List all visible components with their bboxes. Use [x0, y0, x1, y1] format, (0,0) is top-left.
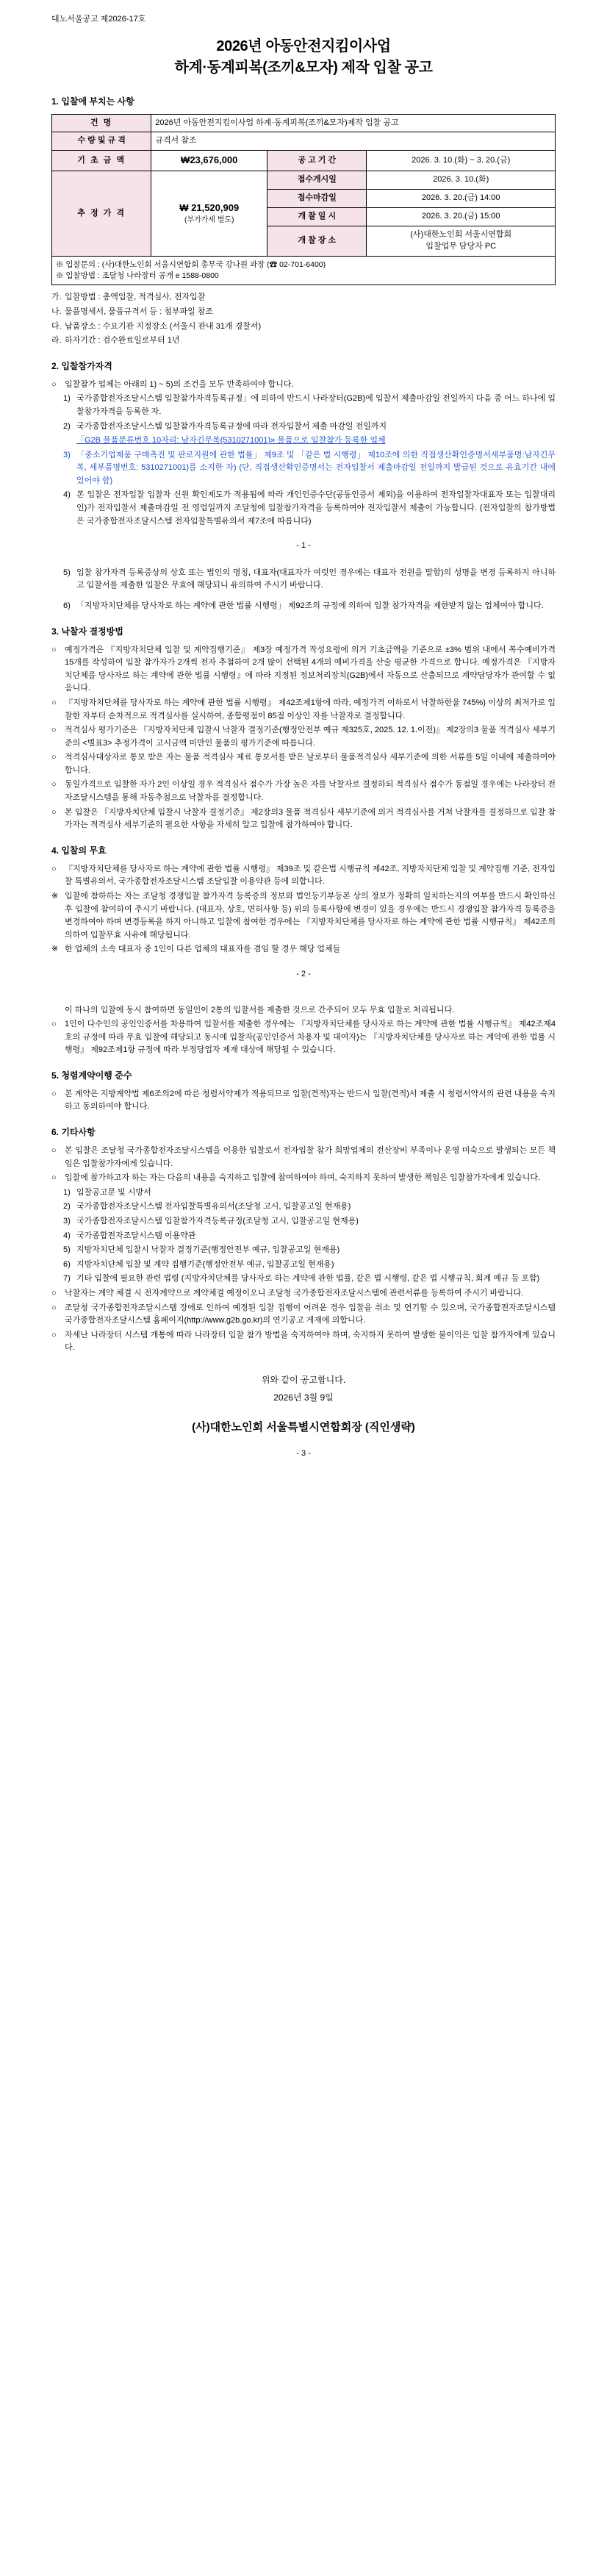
list-marker: ○ [51, 807, 57, 817]
list-item [51, 321, 556, 334]
list-text: 하자기간 : 검수완료일로부터 1년 [65, 336, 180, 346]
list-text: 낙찰자는 계약 체결 시 전자계약으로 계약체결 예정이오니 조달청 국가종합전자조달시스템에 관련서류를 등록하여 주시기 바랍니다. [65, 1289, 524, 1298]
list-text: 국가종합전자조달시스템 이용약관 [76, 1231, 196, 1240]
section-2-list [51, 379, 556, 529]
list-text: 국가종합전자조달시스템 입찰참가자격등록규정에 따라 전자입찰서 제출 마감일 전일까지 [76, 421, 387, 431]
list-item [51, 863, 556, 889]
list-text: 납품장소 : 수요기관 지정장소 (서울시 관내 31개 경찰서) [65, 321, 262, 331]
bid-open-datetime-label: 개 찰 일 시 [267, 208, 367, 226]
list-text: 기타 입찰에 필요한 관련 법령 (지방자치단체를 당사자로 하는 계약에 관한 법률, 같은 법 시행령, 같은 법 시행규칙, 회계 예규 등 포함) [76, 1274, 540, 1284]
list-item [51, 1018, 556, 1057]
list-text: 한 업체의 소속 대표자 중 1인이 다른 업체의 대표자를 겸임 할 경우 해당 업체들 [65, 945, 341, 954]
list-marker: ○ [51, 1173, 57, 1183]
table-row [52, 171, 556, 190]
list-marker: ○ [51, 698, 57, 707]
section-5-heading: 5. 청렴계약이행 준수 [51, 1070, 132, 1081]
page-number-3: - 3 - [296, 1449, 311, 1459]
list-marker: ○ [51, 726, 57, 735]
list-item [51, 291, 556, 304]
section-1-heading: 1. 입찰에 부치는 사항 [51, 96, 134, 107]
list-item [51, 1172, 556, 1185]
list-marker: ○ [51, 1146, 57, 1156]
list-text: 입찰방법 : 총액입찰, 적격심사, 전자입찰 [65, 293, 206, 302]
notice-period-value: 2026. 3. 10.(화) ~ 3. 20.(금) [367, 151, 556, 171]
list-marker: ○ [51, 864, 57, 873]
list-text: 입찰에 참가하고자 하는 자는 다음의 내용을 숙지하고 입찰에 참여하여야 하며, 숙지하지 못하여 발생한 책임은 입찰참가자에게 있습니다. [65, 1173, 541, 1183]
list-marker: 1) [63, 394, 71, 404]
page-title [51, 36, 556, 79]
item-name-value: 2026년 아동안전지킴이사업 하계·동계피복(조끼&모자)제작 입찰 공고 [151, 114, 556, 132]
table-row [52, 114, 556, 132]
list-item [51, 1287, 556, 1300]
list-text: 「중소기업제품 구매촉진 및 판로지원에 관한 법률」 제9조 및 「같은 법 시행령」 제10조에 의한 직접생산확인증명서세부품명:남자긴무복, 세부품명번호: 5310271001)를 소지한 자) (단, 직접생산확인증명서는 전자입찰서 제출마감일 전일까지 발급된 것으로 유효기간 내에 있어야 함) [76, 450, 556, 485]
list-item [51, 334, 556, 348]
list-item [51, 600, 556, 613]
list-item [51, 1088, 556, 1114]
estimated-price-amount: ₩ 21,520,909 [179, 201, 240, 213]
section-4-list [51, 863, 556, 956]
list-item [51, 724, 556, 750]
list-marker: 가. [51, 293, 62, 302]
list-marker: 4) [63, 490, 71, 500]
section-4b-list [51, 1004, 556, 1057]
list-text: 지방자치단체 입찰시 낙찰자 결정기준(행정안전부 예규, 입찰공고일 현재용) [76, 1245, 340, 1255]
list-text: 입찰참가 업체는 아래의 1) ~ 5)의 조건을 모두 만족하여야 합니다. [65, 379, 294, 389]
page-number-1: - 1 - [296, 541, 311, 551]
list-item [51, 1329, 556, 1355]
list-marker: 3) [63, 450, 71, 459]
list-text: 적격심사 평가기준은 『지방자치단체 입찰시 낙찰자 결정기준(행정안전부 예규 제325호, 2025. 12. 1.이전)』 제2장의3 물품 적격심사 세부기준의 <별표3> 추정가격이 고시금액 미만인 물품의 평가기준에 따릅니다. [65, 726, 556, 748]
list-item [51, 1215, 556, 1228]
section-3-heading: 3. 낙찰자 결정방법 [51, 626, 123, 637]
list-marker: 나. [51, 307, 62, 316]
list-item [51, 890, 556, 942]
bid-open-place-line-1: (사)대한노인회 서울시연합회 [410, 230, 512, 240]
list-marker: 5) [63, 568, 71, 577]
list-item [51, 567, 556, 593]
contact-cell [52, 256, 556, 285]
list-item [51, 489, 556, 528]
list-text: 국가종합전자조달시스템 전자입찰특별유의서(조달청 고시, 입찰공고일 현재용) [76, 1202, 351, 1212]
submission-close-label: 접수마감일 [267, 190, 367, 208]
section-5-list [51, 1088, 556, 1114]
list-marker: 6) [63, 1259, 71, 1269]
list-item [51, 393, 556, 418]
list-marker: ○ [51, 1330, 57, 1339]
title-line-2: 하계·동계피복(조끼&모자) 제작 입찰 공고 [174, 59, 433, 76]
list-text: 국가종합전자조달시스템 입찰참가자격등록규정(조달청 고시, 입찰공고일 현재용) [76, 1217, 359, 1226]
list-item [51, 697, 556, 723]
list-marker: ○ [51, 1289, 57, 1298]
list-text: 본 입찰은 전자입찰 입찰자 신원 확인제도가 적용됨에 따라 개인인증수단(공동인증서 제외)을 이용하여 전자입찰자대표자 또는 입찰대리인)가 전자입찰서 제출마감일 전 영업일까지 조달청에 입찰참가자격을 등록하여야 전자입찰서 제출이 가능합니다. (전자입찰의 참가방법은 국가종합전자조달시스템 전자입찰특별유의서 제7조에 따릅니다) [76, 490, 556, 526]
table-row [52, 132, 556, 151]
list-item [51, 1244, 556, 1257]
g2b-class-code-note: 「G2B 물품분류번호 10자리: 남자긴무복(5310271001)» 물품으로 입찰참가 등록한 업체 [76, 436, 386, 446]
list-item [51, 306, 556, 319]
list-text: 조달청 국가종합전자조달시스템 장애로 인하여 예정된 입찰 집행이 어려운 경우 입찰을 취소 및 연기할 수 있으며, 국가종합전자조달시스템 국가종합전자조달시스템 홈페이지(http://www.g2b.go.kr)의 연기공고 게재에 의합니다. [65, 1303, 556, 1325]
list-text: 입찰 참가자격 등록증상의 상호 또는 법인의 명칭, 대표자(대표자가 여럿인 경우에는 대표자 전원을 말함)의 성명을 변경 등록하지 아니하고 입찰서를 제출한 입찰은 무효에 해당되니 유의하여 주시기 바랍니다. [76, 568, 556, 590]
list-marker: ○ [51, 1020, 57, 1029]
notice-period-label: 공 고 기 간 [267, 151, 367, 171]
estimated-price-value [151, 171, 267, 257]
bid-open-datetime-value: 2026. 3. 20.(금) 15:00 [367, 208, 556, 226]
list-marker: ○ [51, 780, 57, 790]
bid-info-table [51, 114, 556, 286]
bid-open-place-value [367, 226, 556, 257]
list-item [51, 644, 556, 695]
list-marker: 6) [63, 601, 71, 610]
closing-block [51, 1371, 556, 1406]
list-text: 본 입찰은 『지방자치단체 입찰시 낙찰자 결정기준』 제2장의3 물품 적격심사 세부기준에 의거 적격심사를 거쳐 낙찰자를 결정하므로 입찰 참가자는 적격심사 세부기준의 필요한 사항을 자세히 알고 입찰에 참가하여야 합니다. [65, 807, 556, 830]
list-item [51, 1259, 556, 1272]
list-item [51, 779, 556, 804]
continued-paragraph: 이 하나의 입찰에 동시 참여하면 동일인이 2통의 입찰서를 제출한 것으로 간주되어 모두 무효 입찰로 처리됩니다. [65, 1005, 455, 1015]
list-text: 본 계약은 지방계약법 제6조의2에 따른 청렴서약제가 적용되므로 입찰(견적)자는 반드시 입찰(견적)서 제출 시 청렴서약서의 관련 내용을 숙지하고 동의하여야 합니다. [65, 1089, 556, 1112]
list-item [51, 421, 556, 434]
list-text: 「지방자치단체를 당사자로 하는 계약에 관한 법률 시행령」 제92조의 규정에 의하여 입찰 참가자격을 제한받지 않는 업체여야 합니다. [76, 601, 544, 610]
list-item [51, 1187, 556, 1200]
table-row [52, 151, 556, 171]
list-text: 국가종합전자조달시스템 입찰참가자격등록규정」에 의하여 반드시 나라장터(G2B)에 입찰서 제출마감일 전일까지 다음 중 어느 하나에 입찰참가자격을 등록한 자. [76, 394, 556, 416]
page-number-2: - 2 - [296, 970, 311, 978]
list-marker: ※ [51, 892, 59, 901]
closing-date: 2026년 3월 9일 [273, 1392, 334, 1403]
list-text: 본 입찰은 조달청 국가종합전자조달시스템을 이용한 입찰로서 전자입찰 참가 희망업체의 전산장비 부족이나 운영 미숙으로 발생되는 모든 책임은 입찰참가자에게 있습니다. [65, 1146, 556, 1168]
list-item [51, 1273, 556, 1286]
closing-statement: 위와 같이 공고합니다. [261, 1374, 346, 1385]
section-6-list [51, 1145, 556, 1355]
base-amount-value: ₩23,676,000 [151, 151, 267, 171]
section-3-list [51, 644, 556, 832]
list-text: 자세난 나라장터 시스템 개통에 따라 나라장터 입찰 참가 방법을 숙지하여야 하며, 숙지하지 못하여 발생한 불이익은 입찰 참가자에게 있습니다. [65, 1330, 556, 1353]
quantity-spec-label: 수 량 및 규 격 [52, 132, 151, 151]
section-2b-list [51, 567, 556, 613]
list-marker: 2) [63, 421, 71, 431]
quantity-spec-value: 규격서 참조 [151, 132, 556, 151]
list-marker: 라. [51, 336, 62, 346]
list-item [51, 1302, 556, 1328]
list-text: 입찰에 참하하는 자는 조달청 경쟁입찰 참가자격 등록증의 정보와 법인등기부등본 상의 정보가 정확히 일치하는지의 여부를 반드시 확인하신 후 입찰에 참여하여 주시기 바랍니다. (대표자, 상호, 면허사항 등) 위의 등록사항에 변경이 있을 경우에는 반드시 경쟁입찰 참가자격 등록증을 변경하여야 하며 변경등록을 하지 아니하고 입찰에 참여한 경우에는 『지방자치단체를 당사자로 하는 계약에 관한 법률 시행규칙』 제42조의 의하여 입찰무효 사유에 해당됩니다. [65, 892, 556, 940]
list-text: 동일가격으로 입찰한 자가 2인 이상일 경우 적격심사 점수가 가장 높은 자를 낙찰자로 결정하되 적격심사 점수가 동점일 경우에는 나라장터 전자조달시스템을 통해 자동추첨으로 낙찰자를 결정합니다. [65, 780, 556, 803]
list-marker: ○ [51, 1089, 57, 1098]
list-marker: 2) [63, 1202, 71, 1212]
list-marker: ○ [51, 379, 57, 389]
list-marker: 7) [63, 1274, 71, 1284]
list-item [51, 1230, 556, 1243]
section-1-list [51, 291, 556, 347]
list-marker: ○ [51, 645, 57, 654]
list-item [51, 943, 556, 956]
bid-open-place-label: 개 찰 장 소 [267, 226, 367, 257]
list-text: 적격심사대상자로 통보 받은 자는 물품 적격심사 제료 통보서를 받은 날로부터 물품적격심사 세부기준에 의한 서류를 5일 이내에 제출하여야 합니다. [65, 753, 556, 775]
list-text: 예정가격은 『지방자치단체 입찰 및 계약집행기준』 제3장 예정가격 작성요령에 의거 기초금액을 기준으로 ±3% 범위 내에서 복수예비가격 15개를 작성하여 입찰 참가자가 2개씩 전자 추첨하여 2개 많이 선택된 4개의 예비가격을 산술 평균한 가격으로 합니다. 예정가격은 『지방자치단체를 당사자로 하는 계약에 관한 법률 시행령』에 따라 지정된 정보처리장치(G2B)에서 자동으로 산출되므로 계약담당자가 관여할 수 없음니다. [65, 645, 556, 693]
list-item [51, 1201, 556, 1214]
bid-inquiry-line: ※ 입찰문의 : (사)대한노인회 서울시연합회 총무국 강나원 과장 (☎ 02-701-6400) [56, 260, 326, 269]
list-text: 지방자치단체 입찰 및 계약 집행기준(행정안전부 예규, 입찰공고일 현재용) [76, 1259, 334, 1269]
list-marker: ○ [51, 753, 57, 762]
list-marker: ○ [51, 1303, 57, 1312]
list-marker: 1) [63, 1187, 71, 1197]
list-text: 물품명세서, 물품규격서 등 : 첨부파일 참조 [65, 307, 214, 316]
list-text: 『지방자치단체를 당사자로 하는 계약에 관한 법률 시행령』 제39조 및 같은법 시행규칙 제42조, 지방자치단체 입찰 및 계약집행 기준, 전자입찰 특별유의서, 국가종합전자조달시스템 조달입찰 이용약관 등에 의합니다. [65, 864, 556, 887]
bid-open-place-line-2: 입찰업무 담당자 PC [425, 241, 497, 251]
list-item [51, 379, 556, 392]
title-line-1: 2026년 아동안전지킴이사업 [216, 37, 391, 54]
bid-method-line: ※ 입찰방법 : 조달청 나라장터 공개 e 1588-0800 [56, 271, 219, 281]
submission-start-value: 2026. 3. 10.(화) [367, 171, 556, 190]
document-number: 대노서울공고 제2026-17호 [51, 15, 146, 24]
list-text: 『지방자치단체를 당사자로 하는 계약에 관한 법률 시행령』 제42조제1항에 따라, 예정가격 이하로서 낙찰하한율 745%) 이상의 최저가로 입찰한 자부터 순차적으로 적격심사를 실시하여, 종합평점이 85점 이상인 자를 낙찰자로 결정합니다. [65, 698, 556, 720]
table-row [52, 256, 556, 285]
list-item [51, 449, 556, 488]
submission-start-label: 접수개시일 [267, 171, 367, 190]
section-6-heading: 6. 기타사항 [51, 1127, 96, 1138]
estimated-price-note: (부가가세 별도) [184, 215, 234, 224]
base-amount-label: 기 초 금 액 [52, 151, 151, 171]
list-marker: ※ [51, 945, 59, 954]
list-item [51, 1145, 556, 1170]
list-text: 입찰공고문 및 시방서 [76, 1187, 151, 1197]
item-name-label: 건 명 [52, 114, 151, 132]
list-item [51, 751, 556, 777]
section-2-heading: 2. 입찰참가자격 [51, 360, 112, 371]
issuing-organization: (사)대한노인회 서울특별시연합회장 (직인생략) [192, 1420, 415, 1434]
list-marker: 5) [63, 1245, 71, 1255]
list-item [51, 806, 556, 832]
list-marker: 다. [51, 321, 62, 331]
section-4-heading: 4. 입찰의 무효 [51, 845, 107, 856]
list-marker: 3) [63, 1217, 71, 1226]
list-text: 1인이 다수인의 공인인증서를 차용하여 입찰서를 제출한 경우에는 『지방자치단체를 당사자로 하는 계약에 관한 법률 시행규칙』 제42조제4호의 규정에 따라 무효 입찰에 해당되고 동시에 입찰자(공인인증서 차용자 및 대여자)는 『지방자치단체를 당사자로 하는 계약에 관한 법률 시행령』 제92조제1항 규정에 따라 부정당업자 제재 대상에 해당될 수 있습니다. [65, 1020, 556, 1055]
list-marker: 4) [63, 1231, 71, 1240]
submission-close-value: 2026. 3. 20.(금) 14:00 [367, 190, 556, 208]
estimated-price-label: 추 정 가 격 [52, 171, 151, 257]
